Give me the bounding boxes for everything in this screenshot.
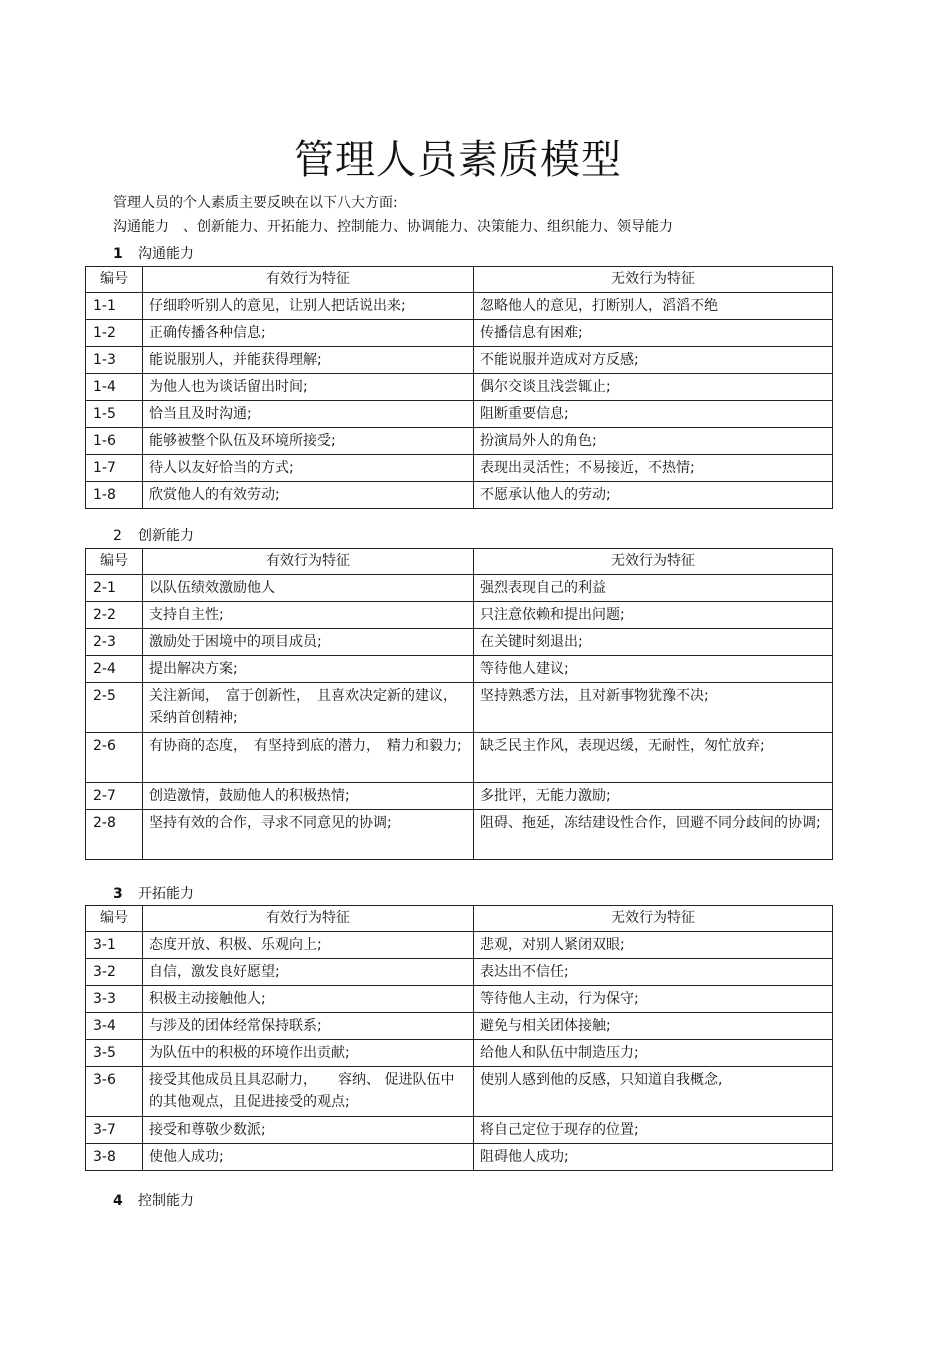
table-row [86, 482, 833, 509]
section-heading-3 [113, 885, 194, 903]
row-ineffective: 使别人感到他的反感，只知道自我概念, [474, 1067, 833, 1117]
row-id: 2-6 [86, 733, 143, 783]
row-id: 3-1 [86, 932, 143, 959]
row-effective: 自信，激发良好愿望; [143, 959, 474, 986]
table-row [86, 629, 833, 656]
table-row [86, 374, 833, 401]
table-row [86, 1013, 833, 1040]
row-id: 3-2 [86, 959, 143, 986]
row-effective: 创造激情，鼓励他人的积极热情; [143, 783, 474, 810]
row-id: 3-8 [86, 1144, 143, 1171]
row-effective: 为队伍中的积极的环境作出贡献; [143, 1040, 474, 1067]
section-number: 3 [113, 886, 123, 902]
row-effective: 支持自主性; [143, 602, 474, 629]
table-row [86, 932, 833, 959]
row-ineffective: 给他人和队伍中制造压力; [474, 1040, 833, 1067]
table-row [86, 959, 833, 986]
row-ineffective: 将自己定位于现存的位置; [474, 1117, 833, 1144]
header-ineffective: 无效行为特征 [474, 267, 833, 293]
row-ineffective: 阻碍、拖延，冻结建设性合作，回避不同分歧间的协调; [474, 810, 833, 860]
row-id: 1-8 [86, 482, 143, 509]
row-id: 2-8 [86, 810, 143, 860]
row-ineffective: 偶尔交谈且浅尝辄止; [474, 374, 833, 401]
header-id: 编号 [86, 267, 143, 293]
header-id: 编号 [86, 549, 143, 575]
row-effective: 与涉及的团体经常保持联系; [143, 1013, 474, 1040]
table-row [86, 783, 833, 810]
section-number: 1 [113, 246, 123, 262]
section-table-1 [85, 266, 833, 509]
row-ineffective: 强烈表现自己的利益 [474, 575, 833, 602]
header-effective: 有效行为特征 [143, 549, 474, 575]
row-effective: 能说服别人，并能获得理解; [143, 347, 474, 374]
row-effective: 态度开放、积极、乐观向上; [143, 932, 474, 959]
row-id: 1-3 [86, 347, 143, 374]
row-ineffective: 扮演局外人的角色; [474, 428, 833, 455]
row-ineffective: 悲观，对别人紧闭双眼; [474, 932, 833, 959]
row-effective: 接受其他成员且具忍耐力， 容纳、 促进队伍中的其他观点，且促进接受的观点; [143, 1067, 474, 1117]
row-ineffective: 坚持熟悉方法，且对新事物犹豫不决; [474, 683, 833, 733]
row-effective: 关注新闻， 富于创新性， 且喜欢决定新的建议，采纳首创精神; [143, 683, 474, 733]
row-effective: 仔细聆听别人的意见，让别人把话说出来; [143, 293, 474, 320]
table-header-row [86, 549, 833, 575]
row-ineffective: 多批评，无能力激励; [474, 783, 833, 810]
table-row [86, 810, 833, 860]
row-ineffective: 表达出不信任; [474, 959, 833, 986]
section-name: 沟通能力 [138, 246, 194, 262]
row-ineffective: 在关键时刻退出; [474, 629, 833, 656]
row-id: 1-5 [86, 401, 143, 428]
header-id: 编号 [86, 906, 143, 932]
table-row [86, 733, 833, 783]
row-effective: 能够被整个队伍及环境所接受; [143, 428, 474, 455]
row-effective: 待人以友好恰当的方式; [143, 455, 474, 482]
section-table-2 [85, 548, 833, 860]
section-number: 2 [113, 528, 122, 544]
table-row [86, 1067, 833, 1117]
section-table-3 [85, 905, 833, 1171]
row-effective: 接受和尊敬少数派; [143, 1117, 474, 1144]
row-effective: 积极主动接触他人; [143, 986, 474, 1013]
table-row [86, 455, 833, 482]
table-header-row [86, 906, 833, 932]
row-id: 1-2 [86, 320, 143, 347]
row-effective: 有协商的态度， 有坚持到底的潜力， 精力和毅力; [143, 733, 474, 783]
row-effective: 坚持有效的合作，寻求不同意见的协调; [143, 810, 474, 860]
row-effective: 激励处于困境中的项目成员; [143, 629, 474, 656]
table-row [86, 1040, 833, 1067]
row-id: 3-3 [86, 986, 143, 1013]
row-id: 2-5 [86, 683, 143, 733]
section-number: 4 [113, 1193, 123, 1209]
row-effective: 以队伍绩效激励他人 [143, 575, 474, 602]
table-row [86, 293, 833, 320]
row-id: 3-5 [86, 1040, 143, 1067]
page-title: 管理人员素质模型 [294, 137, 622, 183]
row-effective: 欣赏他人的有效劳动; [143, 482, 474, 509]
row-id: 1-6 [86, 428, 143, 455]
section-heading-1 [113, 245, 194, 263]
row-id: 2-2 [86, 602, 143, 629]
row-id: 2-4 [86, 656, 143, 683]
row-id: 3-7 [86, 1117, 143, 1144]
row-id: 3-4 [86, 1013, 143, 1040]
row-ineffective: 等待他人主动，行为保守; [474, 986, 833, 1013]
row-ineffective: 只注意依赖和提出问题; [474, 602, 833, 629]
row-id: 2-3 [86, 629, 143, 656]
row-effective: 为他人也为谈话留出时间; [143, 374, 474, 401]
row-id: 2-7 [86, 783, 143, 810]
section-name: 创新能力 [138, 528, 194, 544]
row-id: 2-1 [86, 575, 143, 602]
section-name: 控制能力 [138, 1193, 194, 1209]
table-row [86, 1117, 833, 1144]
row-ineffective: 避免与相关团体接触; [474, 1013, 833, 1040]
table-row [86, 683, 833, 733]
row-effective: 提出解决方案; [143, 656, 474, 683]
row-id: 1-7 [86, 455, 143, 482]
row-ineffective: 不能说服并造成对方反感; [474, 347, 833, 374]
row-ineffective: 传播信息有困难; [474, 320, 833, 347]
row-effective: 正确传播各种信息; [143, 320, 474, 347]
row-ineffective: 缺乏民主作风，表现迟缓，无耐性，匆忙放弃; [474, 733, 833, 783]
row-id: 3-6 [86, 1067, 143, 1117]
row-ineffective: 不愿承认他人的劳动; [474, 482, 833, 509]
table-row [86, 575, 833, 602]
header-ineffective: 无效行为特征 [474, 906, 833, 932]
row-ineffective: 表现出灵活性；不易接近，不热情; [474, 455, 833, 482]
header-ineffective: 无效行为特征 [474, 549, 833, 575]
table-row [86, 602, 833, 629]
row-ineffective: 阻断重要信息; [474, 401, 833, 428]
table-row [86, 986, 833, 1013]
row-ineffective: 忽略他人的意见，打断别人，滔滔不绝 [474, 293, 833, 320]
intro-line-1: 管理人员的个人素质主要反映在以下八大方面: [113, 195, 398, 211]
header-effective: 有效行为特征 [143, 906, 474, 932]
row-effective: 使他人成功; [143, 1144, 474, 1171]
section-heading-4 [113, 1192, 194, 1210]
section-heading-2 [113, 527, 194, 545]
section-name: 开拓能力 [138, 886, 194, 902]
table-row [86, 428, 833, 455]
table-row [86, 656, 833, 683]
row-id: 1-4 [86, 374, 143, 401]
row-ineffective: 等待他人建议; [474, 656, 833, 683]
intro-line-2: 沟通能力 、创新能力、开拓能力、控制能力、协调能力、决策能力、组织能力、领导能力 [113, 219, 673, 235]
table-row [86, 347, 833, 374]
row-id: 1-1 [86, 293, 143, 320]
row-ineffective: 阻碍他人成功; [474, 1144, 833, 1171]
table-header-row [86, 267, 833, 293]
table-row [86, 401, 833, 428]
table-row [86, 320, 833, 347]
header-effective: 有效行为特征 [143, 267, 474, 293]
row-effective: 恰当且及时沟通; [143, 401, 474, 428]
table-row [86, 1144, 833, 1171]
